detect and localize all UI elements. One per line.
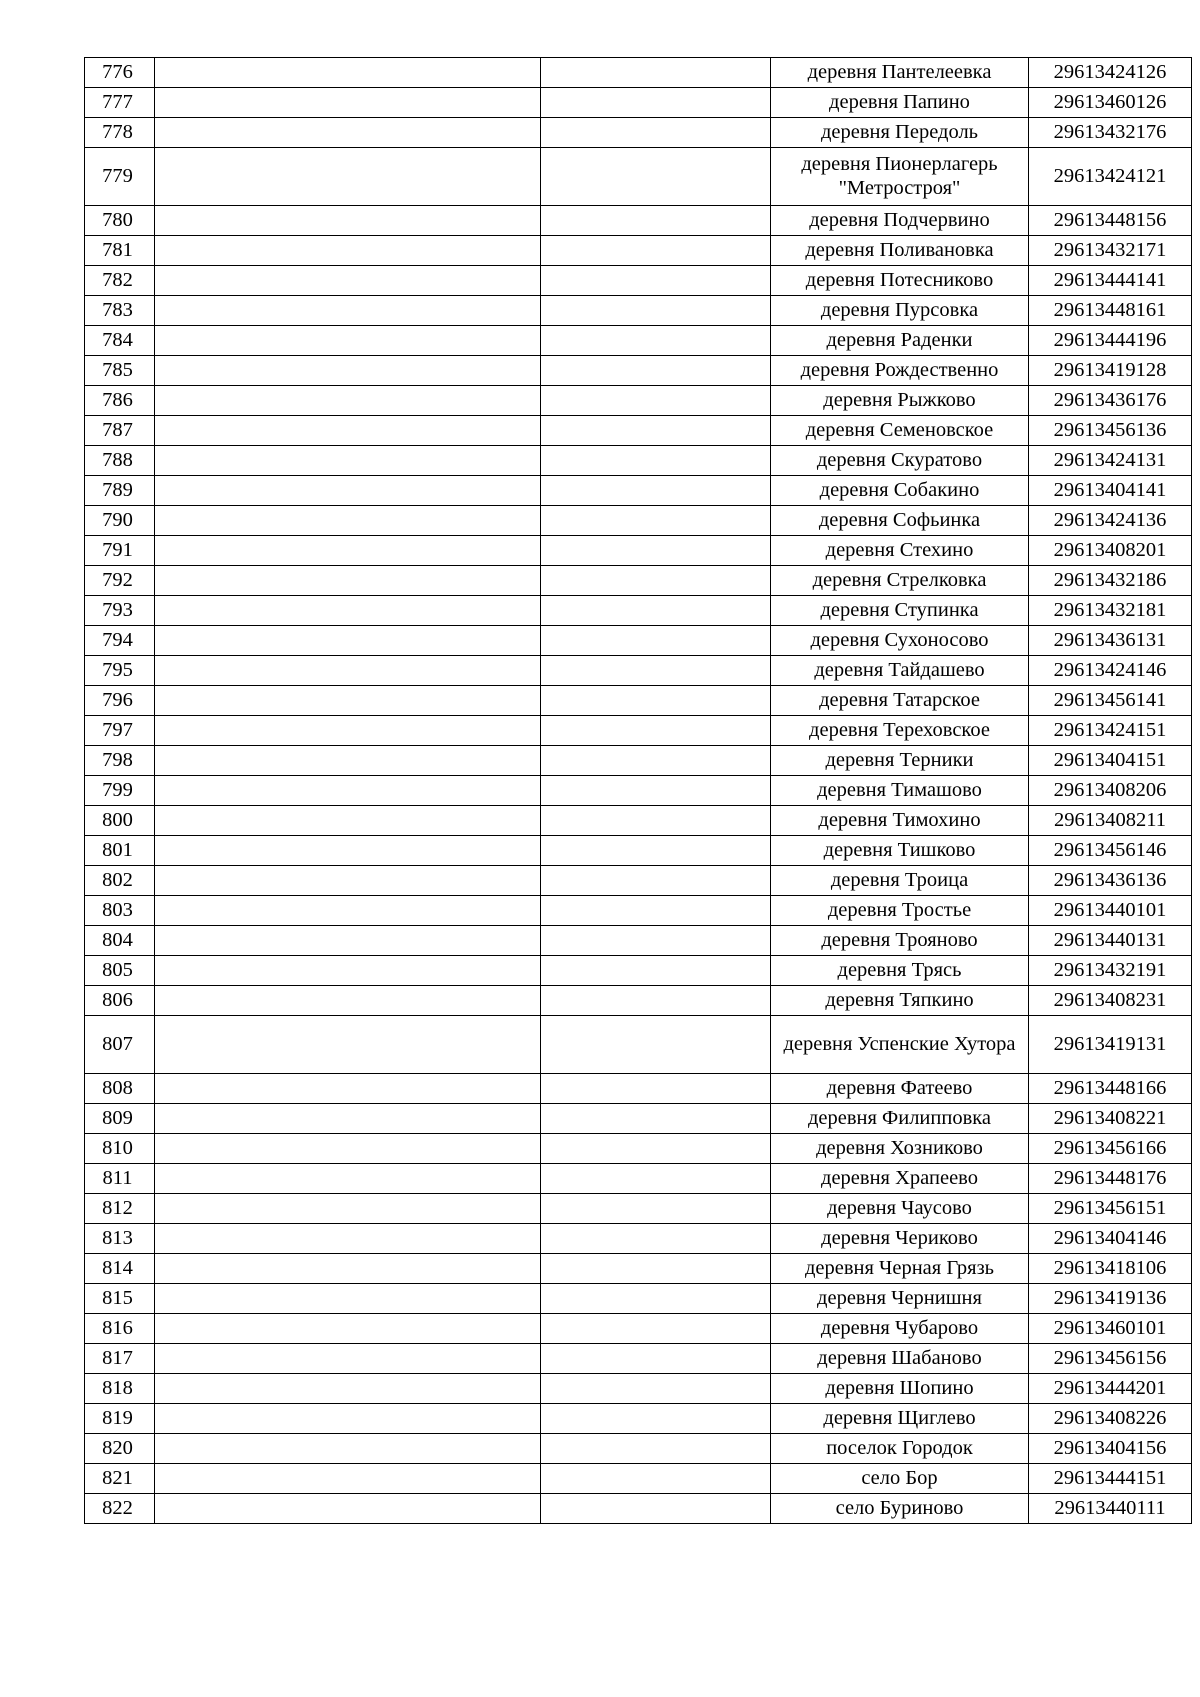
oktmo-code-cell: 29613460101 <box>1029 1314 1192 1344</box>
oktmo-code-cell: 29613448156 <box>1029 206 1192 236</box>
row-number-cell: 822 <box>85 1494 155 1524</box>
oktmo-code-cell: 29613456141 <box>1029 686 1192 716</box>
oktmo-code-cell: 29613408211 <box>1029 806 1192 836</box>
table-row <box>85 1104 1192 1134</box>
table-row <box>85 656 1192 686</box>
settlement-name-cell: деревня Передоль <box>771 118 1029 148</box>
table-row <box>85 956 1192 986</box>
settlement-name-cell: деревня Стехино <box>771 536 1029 566</box>
empty-cell <box>155 266 541 296</box>
empty-cell <box>541 986 771 1016</box>
oktmo-code-cell: 29613424126 <box>1029 58 1192 88</box>
table-row <box>85 1134 1192 1164</box>
table-row <box>85 896 1192 926</box>
oktmo-code-cell: 29613460126 <box>1029 88 1192 118</box>
row-number-cell: 804 <box>85 926 155 956</box>
empty-cell <box>155 356 541 386</box>
empty-cell <box>541 236 771 266</box>
oktmo-code-cell: 29613456156 <box>1029 1344 1192 1374</box>
settlement-name-cell: деревня Раденки <box>771 326 1029 356</box>
empty-cell <box>155 1224 541 1254</box>
empty-cell <box>541 566 771 596</box>
settlement-name-cell: деревня Ступинка <box>771 596 1029 626</box>
empty-cell <box>541 1494 771 1524</box>
row-number-cell: 776 <box>85 58 155 88</box>
settlement-name-cell: деревня Пионерлагерь "Метростроя" <box>771 148 1029 206</box>
oktmo-code-cell: 29613404151 <box>1029 746 1192 776</box>
table-row <box>85 536 1192 566</box>
table-row <box>85 506 1192 536</box>
empty-cell <box>155 148 541 206</box>
row-number-cell: 795 <box>85 656 155 686</box>
settlement-name-cell: деревня Шабаново <box>771 1344 1029 1374</box>
row-number-cell: 786 <box>85 386 155 416</box>
table-row <box>85 1344 1192 1374</box>
settlement-name-cell: деревня Филипповка <box>771 1104 1029 1134</box>
table-row <box>85 1434 1192 1464</box>
row-number-cell: 796 <box>85 686 155 716</box>
row-number-cell: 782 <box>85 266 155 296</box>
table-row <box>85 386 1192 416</box>
table-row <box>85 746 1192 776</box>
row-number-cell: 779 <box>85 148 155 206</box>
settlement-name-cell: деревня Чаусово <box>771 1194 1029 1224</box>
empty-cell <box>541 206 771 236</box>
settlement-name-cell: деревня Пурсовка <box>771 296 1029 326</box>
row-number-cell: 789 <box>85 476 155 506</box>
table-body <box>85 58 1192 1524</box>
row-number-cell: 818 <box>85 1374 155 1404</box>
settlement-name-cell: деревня Татарское <box>771 686 1029 716</box>
oktmo-code-cell: 29613436176 <box>1029 386 1192 416</box>
table-row <box>85 296 1192 326</box>
empty-cell <box>541 1254 771 1284</box>
empty-cell <box>155 1374 541 1404</box>
oktmo-code-cell: 29613440101 <box>1029 896 1192 926</box>
empty-cell <box>155 206 541 236</box>
table-row <box>85 626 1192 656</box>
empty-cell <box>155 716 541 746</box>
table-row <box>85 806 1192 836</box>
empty-cell <box>541 326 771 356</box>
empty-cell <box>541 776 771 806</box>
table-row <box>85 1194 1192 1224</box>
row-number-cell: 805 <box>85 956 155 986</box>
oktmo-code-cell: 29613444196 <box>1029 326 1192 356</box>
settlement-name-cell: деревня Трояново <box>771 926 1029 956</box>
table-row <box>85 1074 1192 1104</box>
empty-cell <box>155 1074 541 1104</box>
empty-cell <box>541 1284 771 1314</box>
empty-cell <box>541 716 771 746</box>
table-row <box>85 686 1192 716</box>
row-number-cell: 777 <box>85 88 155 118</box>
empty-cell <box>155 88 541 118</box>
row-number-cell: 799 <box>85 776 155 806</box>
settlement-name-cell: деревня Рыжково <box>771 386 1029 416</box>
empty-cell <box>155 866 541 896</box>
settlement-name-cell: деревня Храпеево <box>771 1164 1029 1194</box>
row-number-cell: 815 <box>85 1284 155 1314</box>
oktmo-code-cell: 29613432181 <box>1029 596 1192 626</box>
table-row <box>85 776 1192 806</box>
oktmo-code-cell: 29613432171 <box>1029 236 1192 266</box>
oktmo-code-cell: 29613424151 <box>1029 716 1192 746</box>
empty-cell <box>541 746 771 776</box>
table-row <box>85 1314 1192 1344</box>
empty-cell <box>155 806 541 836</box>
oktmo-code-cell: 29613419136 <box>1029 1284 1192 1314</box>
row-number-cell: 817 <box>85 1344 155 1374</box>
empty-cell <box>155 58 541 88</box>
oktmo-code-cell: 29613408231 <box>1029 986 1192 1016</box>
empty-cell <box>541 656 771 686</box>
row-number-cell: 794 <box>85 626 155 656</box>
row-number-cell: 820 <box>85 1434 155 1464</box>
empty-cell <box>541 1344 771 1374</box>
empty-cell <box>541 626 771 656</box>
empty-cell <box>155 296 541 326</box>
table-row <box>85 1494 1192 1524</box>
empty-cell <box>155 986 541 1016</box>
settlement-name-cell: деревня Троица <box>771 866 1029 896</box>
oktmo-code-cell: 29613408201 <box>1029 536 1192 566</box>
empty-cell <box>541 956 771 986</box>
row-number-cell: 821 <box>85 1464 155 1494</box>
settlement-name-cell: деревня Тростье <box>771 896 1029 926</box>
table-row <box>85 58 1192 88</box>
settlement-name-cell: деревня Тереховское <box>771 716 1029 746</box>
empty-cell <box>541 866 771 896</box>
oktmo-code-cell: 29613424146 <box>1029 656 1192 686</box>
settlement-name-cell: деревня Потесниково <box>771 266 1029 296</box>
table-row <box>85 926 1192 956</box>
table-row <box>85 266 1192 296</box>
empty-cell <box>155 118 541 148</box>
table-row <box>85 1284 1192 1314</box>
table-row <box>85 716 1192 746</box>
oktmo-code-cell: 29613440131 <box>1029 926 1192 956</box>
row-number-cell: 787 <box>85 416 155 446</box>
empty-cell <box>541 1104 771 1134</box>
settlement-name-cell: деревня Стрелковка <box>771 566 1029 596</box>
row-number-cell: 806 <box>85 986 155 1016</box>
settlement-name-cell: деревня Сухоносово <box>771 626 1029 656</box>
empty-cell <box>155 746 541 776</box>
empty-cell <box>155 446 541 476</box>
row-number-cell: 809 <box>85 1104 155 1134</box>
empty-cell <box>155 326 541 356</box>
settlement-name-cell: поселок Городок <box>771 1434 1029 1464</box>
empty-cell <box>155 686 541 716</box>
settlement-name-cell: деревня Шопино <box>771 1374 1029 1404</box>
table-row <box>85 1016 1192 1074</box>
row-number-cell: 813 <box>85 1224 155 1254</box>
empty-cell <box>155 626 541 656</box>
row-number-cell: 793 <box>85 596 155 626</box>
oktmo-code-cell: 29613448161 <box>1029 296 1192 326</box>
empty-cell <box>155 236 541 266</box>
empty-cell <box>541 836 771 866</box>
empty-cell <box>155 836 541 866</box>
row-number-cell: 810 <box>85 1134 155 1164</box>
oktmo-code-cell: 29613424136 <box>1029 506 1192 536</box>
table-row <box>85 596 1192 626</box>
settlement-name-cell: деревня Софьинка <box>771 506 1029 536</box>
row-number-cell: 800 <box>85 806 155 836</box>
empty-cell <box>155 1194 541 1224</box>
settlement-name-cell: деревня Успенские Хутора <box>771 1016 1029 1074</box>
row-number-cell: 791 <box>85 536 155 566</box>
empty-cell <box>541 148 771 206</box>
row-number-cell: 780 <box>85 206 155 236</box>
settlement-name-cell: деревня Папино <box>771 88 1029 118</box>
empty-cell <box>155 1134 541 1164</box>
empty-cell <box>155 1344 541 1374</box>
row-number-cell: 814 <box>85 1254 155 1284</box>
empty-cell <box>541 806 771 836</box>
settlement-name-cell: деревня Рождественно <box>771 356 1029 386</box>
table-row <box>85 986 1192 1016</box>
table-row <box>85 866 1192 896</box>
empty-cell <box>155 596 541 626</box>
empty-cell <box>541 1074 771 1104</box>
table-row <box>85 88 1192 118</box>
settlement-name-cell: деревня Чериково <box>771 1224 1029 1254</box>
empty-cell <box>541 896 771 926</box>
row-number-cell: 801 <box>85 836 155 866</box>
settlement-name-cell: деревня Скуратово <box>771 446 1029 476</box>
empty-cell <box>541 476 771 506</box>
empty-cell <box>155 1254 541 1284</box>
row-number-cell: 792 <box>85 566 155 596</box>
table-row <box>85 566 1192 596</box>
oktmo-code-cell: 29613404146 <box>1029 1224 1192 1254</box>
empty-cell <box>541 1314 771 1344</box>
settlement-name-cell: деревня Собакино <box>771 476 1029 506</box>
empty-cell <box>155 656 541 686</box>
empty-cell <box>541 596 771 626</box>
oktmo-code-cell: 29613404156 <box>1029 1434 1192 1464</box>
empty-cell <box>541 686 771 716</box>
settlement-name-cell: деревня Тишково <box>771 836 1029 866</box>
table-row <box>85 1464 1192 1494</box>
oktmo-code-cell: 29613404141 <box>1029 476 1192 506</box>
empty-cell <box>155 1404 541 1434</box>
row-number-cell: 808 <box>85 1074 155 1104</box>
table-row <box>85 1254 1192 1284</box>
empty-cell <box>155 386 541 416</box>
row-number-cell: 797 <box>85 716 155 746</box>
row-number-cell: 778 <box>85 118 155 148</box>
empty-cell <box>541 266 771 296</box>
row-number-cell: 812 <box>85 1194 155 1224</box>
empty-cell <box>541 118 771 148</box>
oktmo-code-cell: 29613432186 <box>1029 566 1192 596</box>
oktmo-code-cell: 29613456146 <box>1029 836 1192 866</box>
empty-cell <box>155 926 541 956</box>
empty-cell <box>541 1164 771 1194</box>
row-number-cell: 788 <box>85 446 155 476</box>
settlement-name-cell: деревня Щиглево <box>771 1404 1029 1434</box>
table-row <box>85 148 1192 206</box>
settlement-name-cell: деревня Трясь <box>771 956 1029 986</box>
empty-cell <box>155 1434 541 1464</box>
table-row <box>85 1224 1192 1254</box>
table-row <box>85 416 1192 446</box>
oktmo-code-cell: 29613444151 <box>1029 1464 1192 1494</box>
oktmo-code-cell: 29613436131 <box>1029 626 1192 656</box>
row-number-cell: 807 <box>85 1016 155 1074</box>
settlement-name-cell: деревня Чубарово <box>771 1314 1029 1344</box>
empty-cell <box>155 1464 541 1494</box>
settlement-name-cell: деревня Пантелеевка <box>771 58 1029 88</box>
settlement-name-cell: деревня Тимохино <box>771 806 1029 836</box>
table-row <box>85 1164 1192 1194</box>
table-row <box>85 1374 1192 1404</box>
empty-cell <box>155 1016 541 1074</box>
empty-cell <box>541 1194 771 1224</box>
empty-cell <box>155 1494 541 1524</box>
oktmo-code-cell: 29613424131 <box>1029 446 1192 476</box>
oktmo-code-cell: 29613419128 <box>1029 356 1192 386</box>
table-row <box>85 446 1192 476</box>
oktmo-code-cell: 29613448176 <box>1029 1164 1192 1194</box>
empty-cell <box>155 506 541 536</box>
row-number-cell: 816 <box>85 1314 155 1344</box>
table-row <box>85 476 1192 506</box>
oktmo-code-cell: 29613418106 <box>1029 1254 1192 1284</box>
empty-cell <box>541 1374 771 1404</box>
oktmo-code-cell: 29613424121 <box>1029 148 1192 206</box>
empty-cell <box>541 1016 771 1074</box>
oktmo-code-cell: 29613456136 <box>1029 416 1192 446</box>
oktmo-code-cell: 29613444201 <box>1029 1374 1192 1404</box>
oktmo-code-cell: 29613419131 <box>1029 1016 1192 1074</box>
table-row <box>85 206 1192 236</box>
empty-cell <box>155 776 541 806</box>
empty-cell <box>541 88 771 118</box>
oktmo-code-cell: 29613408226 <box>1029 1404 1192 1434</box>
empty-cell <box>541 1404 771 1434</box>
empty-cell <box>541 386 771 416</box>
row-number-cell: 784 <box>85 326 155 356</box>
settlement-name-cell: деревня Фатеево <box>771 1074 1029 1104</box>
settlement-name-cell: деревня Подчервино <box>771 206 1029 236</box>
empty-cell <box>155 956 541 986</box>
oktmo-code-cell: 29613444141 <box>1029 266 1192 296</box>
table-row <box>85 356 1192 386</box>
row-number-cell: 798 <box>85 746 155 776</box>
empty-cell <box>155 1314 541 1344</box>
empty-cell <box>541 1464 771 1494</box>
row-number-cell: 781 <box>85 236 155 266</box>
table-row <box>85 836 1192 866</box>
settlement-name-cell: деревня Терники <box>771 746 1029 776</box>
settlement-name-cell: деревня Тайдашево <box>771 656 1029 686</box>
table-row <box>85 1404 1192 1434</box>
oktmo-code-cell: 29613432191 <box>1029 956 1192 986</box>
empty-cell <box>155 1284 541 1314</box>
row-number-cell: 802 <box>85 866 155 896</box>
empty-cell <box>541 446 771 476</box>
empty-cell <box>155 566 541 596</box>
oktmo-code-cell: 29613456151 <box>1029 1194 1192 1224</box>
oktmo-code-cell: 29613448166 <box>1029 1074 1192 1104</box>
empty-cell <box>541 296 771 326</box>
row-number-cell: 819 <box>85 1404 155 1434</box>
row-number-cell: 790 <box>85 506 155 536</box>
empty-cell <box>541 1434 771 1464</box>
settlement-name-cell: деревня Хозниково <box>771 1134 1029 1164</box>
oktmo-code-cell: 29613408221 <box>1029 1104 1192 1134</box>
empty-cell <box>541 58 771 88</box>
settlement-name-cell: деревня Тимашово <box>771 776 1029 806</box>
settlement-name-cell: деревня Чернишня <box>771 1284 1029 1314</box>
settlement-name-cell: деревня Тяпкино <box>771 986 1029 1016</box>
settlement-name-cell: деревня Семеновское <box>771 416 1029 446</box>
oktmo-code-cell: 29613408206 <box>1029 776 1192 806</box>
table-row <box>85 118 1192 148</box>
settlement-name-cell: деревня Черная Грязь <box>771 1254 1029 1284</box>
oktmo-code-cell: 29613436136 <box>1029 866 1192 896</box>
settlements-table <box>84 57 1192 1524</box>
settlement-name-cell: деревня Поливановка <box>771 236 1029 266</box>
row-number-cell: 785 <box>85 356 155 386</box>
empty-cell <box>541 536 771 566</box>
settlement-name-cell: село Буриново <box>771 1494 1029 1524</box>
empty-cell <box>541 506 771 536</box>
empty-cell <box>541 416 771 446</box>
oktmo-code-cell: 29613432176 <box>1029 118 1192 148</box>
table-row <box>85 326 1192 356</box>
empty-cell <box>541 926 771 956</box>
table-row <box>85 236 1192 266</box>
empty-cell <box>155 476 541 506</box>
oktmo-code-cell: 29613440111 <box>1029 1494 1192 1524</box>
empty-cell <box>155 416 541 446</box>
empty-cell <box>541 356 771 386</box>
row-number-cell: 811 <box>85 1164 155 1194</box>
oktmo-code-cell: 29613456166 <box>1029 1134 1192 1164</box>
empty-cell <box>155 1164 541 1194</box>
settlement-name-cell: село Бор <box>771 1464 1029 1494</box>
empty-cell <box>541 1134 771 1164</box>
empty-cell <box>155 1104 541 1134</box>
empty-cell <box>541 1224 771 1254</box>
row-number-cell: 783 <box>85 296 155 326</box>
empty-cell <box>155 896 541 926</box>
row-number-cell: 803 <box>85 896 155 926</box>
empty-cell <box>155 536 541 566</box>
